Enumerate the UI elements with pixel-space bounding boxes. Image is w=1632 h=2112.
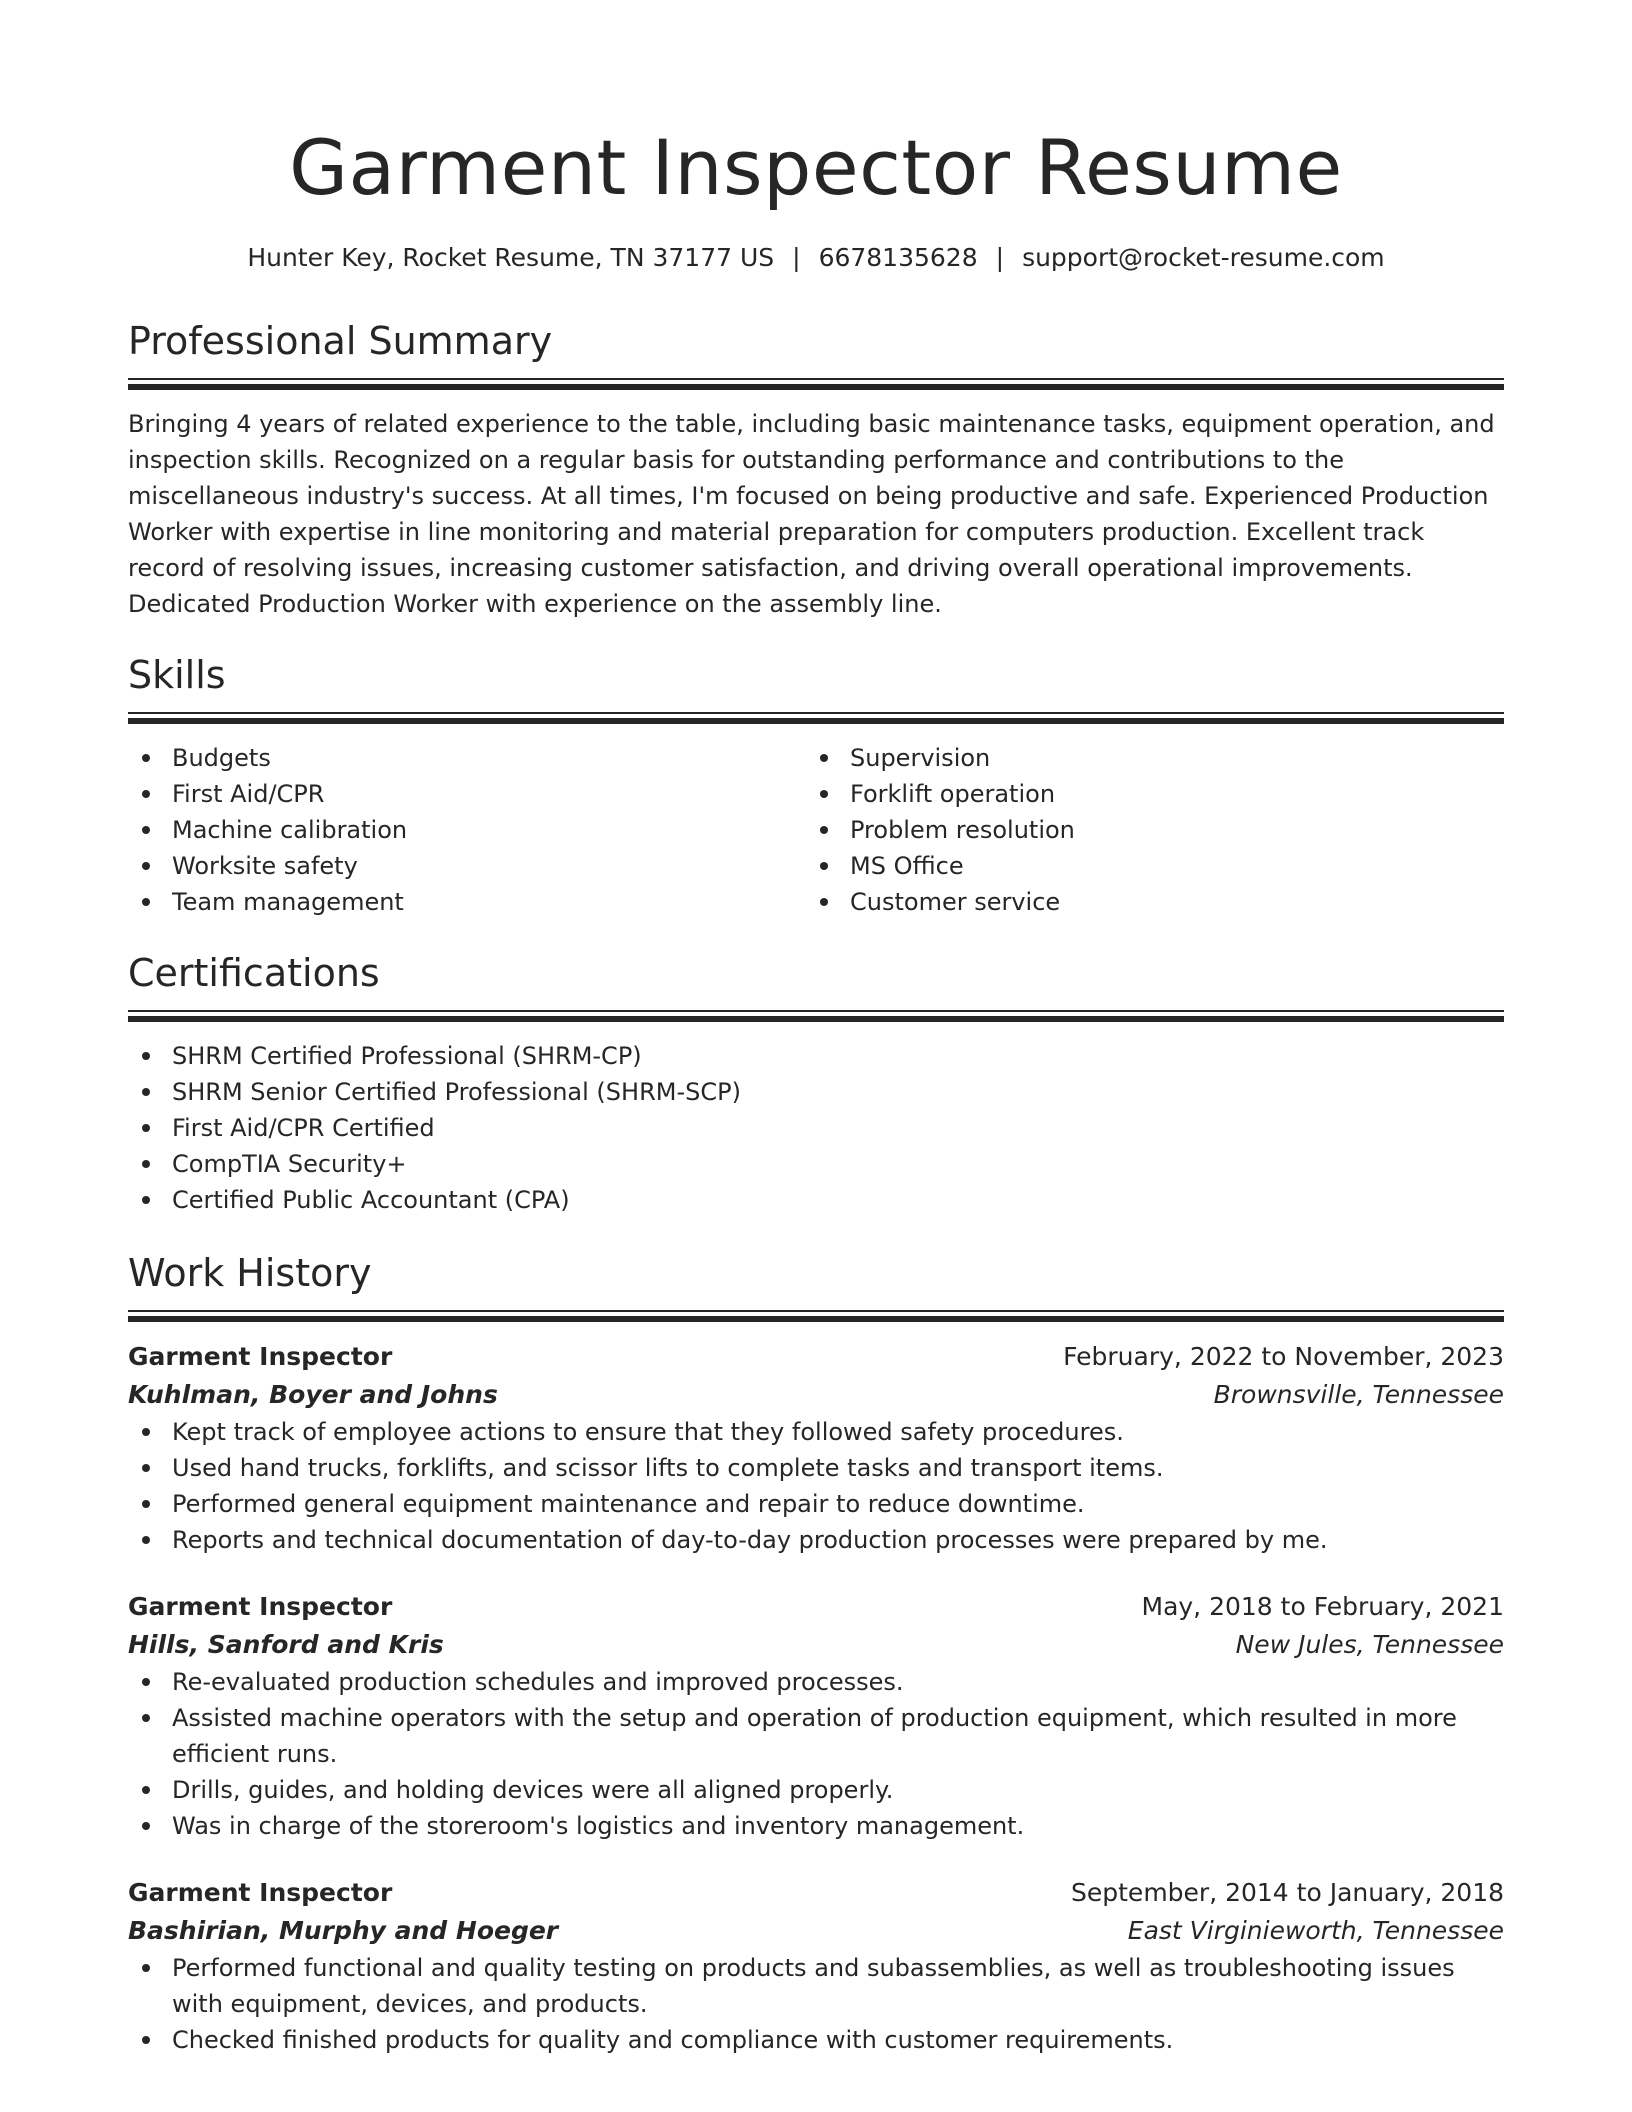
bullet-icon xyxy=(820,862,828,870)
summary-text: Bringing 4 years of related experience to the table, including basic maintenance tasks, equipment operation, and inspection skills. Recognized on a regular basis for outstanding performance and contributions to the miscellaneous industry's success. At all times, I'm focused on being productive and safe. Experienced Production Worker with expertise in line monitoring and material preparation for computers production. Excellent track record of resolving issues, increasing customer satisfaction, and driving overall operational improvements. Dedicated Production Worker with experience on the assembly line. xyxy=(128,410,1495,618)
job-duty: Was in charge of the storeroom's logistics and inventory management. xyxy=(128,1808,1504,1844)
summary-heading: Professional Summary xyxy=(128,319,553,363)
bullet-icon xyxy=(820,826,828,834)
work-history-section xyxy=(128,1248,1504,2058)
job-dates: May, 2018 to February, 2021 xyxy=(1141,1592,1504,1621)
bullet-icon xyxy=(142,1464,150,1472)
job-duty: Performed general equipment maintenance and repair to reduce downtime. xyxy=(128,1486,1504,1522)
job-company: Bashirian, Murphy and Hoeger xyxy=(128,1916,559,1945)
job-header xyxy=(128,1874,1504,1912)
bullet-icon xyxy=(142,1536,150,1544)
job-title: Garment Inspector xyxy=(128,1592,393,1621)
section-divider xyxy=(128,378,1504,390)
job-duty: Used hand trucks, forklifts, and scissor lifts to complete tasks and transport items. xyxy=(128,1450,1504,1486)
contact-email: support@rocket-resume.com xyxy=(1022,243,1385,272)
skill-item: First Aid/CPR xyxy=(128,776,806,812)
job-location: Brownsville, Tennessee xyxy=(1213,1380,1504,1409)
job-location: East Virginieworth, Tennessee xyxy=(1127,1916,1504,1945)
skill-item: Budgets xyxy=(128,740,806,776)
job-company: Kuhlman, Boyer and Johns xyxy=(128,1380,498,1409)
section-divider xyxy=(128,712,1504,724)
skills-section xyxy=(128,650,1504,920)
work-history-heading: Work History xyxy=(128,1251,372,1295)
job-duties-list xyxy=(128,1414,1504,1558)
job-header xyxy=(128,1588,1504,1626)
bullet-icon xyxy=(142,790,150,798)
job-duty: Performed functional and quality testing on products and subassemblies, as well as troubleshooting issues with equipment, devices, and products. xyxy=(128,1950,1504,2022)
job-duty: Re-evaluated production schedules and improved processes. xyxy=(128,1664,1504,1700)
bullet-icon xyxy=(142,1714,150,1722)
skill-item: Team management xyxy=(128,884,806,920)
job-duty: Kept track of employee actions to ensure that they followed safety procedures. xyxy=(128,1414,1504,1450)
certification-item: CompTIA Security+ xyxy=(128,1146,1504,1182)
certification-item: Certified Public Accountant (CPA) xyxy=(128,1182,1504,1218)
bullet-icon xyxy=(820,754,828,762)
skill-item: Customer service xyxy=(806,884,1484,920)
bullet-icon xyxy=(142,1678,150,1686)
section-divider xyxy=(128,1310,1504,1322)
bullet-icon xyxy=(820,790,828,798)
bullet-icon xyxy=(142,1822,150,1830)
bullet-icon xyxy=(142,2036,150,2044)
contact-phone: 6678135628 xyxy=(818,243,978,272)
bullet-icon xyxy=(142,754,150,762)
resume-page xyxy=(128,0,1504,2058)
job-subheader xyxy=(128,1376,1504,1414)
job-duty: Checked finished products for quality and compliance with customer requirements. xyxy=(128,2022,1504,2058)
skills-list-right xyxy=(806,740,1484,920)
job-duty: Reports and technical documentation of day-to-day production processes were prepared by me. xyxy=(128,1522,1504,1558)
resume-title: Garment Inspector Resume xyxy=(289,123,1343,212)
job-header xyxy=(128,1338,1504,1376)
job-duties-list xyxy=(128,1664,1504,1844)
job-entry xyxy=(128,1588,1504,1844)
contact-separator: | xyxy=(995,243,1005,272)
bullet-icon xyxy=(142,1088,150,1096)
job-title: Garment Inspector xyxy=(128,1878,393,1907)
skills-list-left xyxy=(128,740,806,920)
summary-section xyxy=(128,316,1504,622)
skill-item: Worksite safety xyxy=(128,848,806,884)
bullet-icon xyxy=(820,898,828,906)
job-company: Hills, Sanford and Kris xyxy=(128,1630,444,1659)
bullet-icon xyxy=(142,898,150,906)
skill-item: Machine calibration xyxy=(128,812,806,848)
certifications-heading: Certifications xyxy=(128,951,380,995)
skill-item: Forklift operation xyxy=(806,776,1484,812)
certification-item: First Aid/CPR Certified xyxy=(128,1110,1504,1146)
certification-item: SHRM Senior Certified Professional (SHRM-SCP) xyxy=(128,1074,1504,1110)
contact-separator: | xyxy=(792,243,801,272)
certification-item: SHRM Certified Professional (SHRM-CP) xyxy=(128,1038,1504,1074)
job-subheader xyxy=(128,1626,1504,1664)
bullet-icon xyxy=(142,826,150,834)
skill-item: MS Office xyxy=(806,848,1484,884)
bullet-icon xyxy=(142,1964,150,1972)
contact-address: Hunter Key, Rocket Resume, TN 37177 US xyxy=(247,243,775,272)
job-title: Garment Inspector xyxy=(128,1342,393,1371)
job-entry xyxy=(128,1874,1504,2058)
job-subheader xyxy=(128,1912,1504,1950)
job-dates: February, 2022 to November, 2023 xyxy=(1063,1342,1504,1371)
bullet-icon xyxy=(142,1786,150,1794)
skill-item: Problem resolution xyxy=(806,812,1484,848)
bullet-icon xyxy=(142,1428,150,1436)
certifications-section xyxy=(128,948,1504,1218)
job-duty: Drills, guides, and holding devices were all aligned properly. xyxy=(128,1772,1504,1808)
job-duty: Assisted machine operators with the setup and operation of production equipment, which resulted in more efficient runs. xyxy=(128,1700,1504,1772)
bullet-icon xyxy=(142,1500,150,1508)
skill-item: Supervision xyxy=(806,740,1484,776)
certifications-list xyxy=(128,1038,1504,1218)
job-location: New Jules, Tennessee xyxy=(1235,1630,1504,1659)
section-divider xyxy=(128,1010,1504,1022)
job-dates: September, 2014 to January, 2018 xyxy=(1071,1878,1504,1907)
contact-line xyxy=(128,240,1504,276)
job-entry xyxy=(128,1338,1504,1558)
bullet-icon xyxy=(142,1196,150,1204)
skills-grid xyxy=(128,740,1504,920)
job-duties-list xyxy=(128,1950,1504,2058)
bullet-icon xyxy=(142,1124,150,1132)
bullet-icon xyxy=(142,1160,150,1168)
bullet-icon xyxy=(142,1052,150,1060)
bullet-icon xyxy=(142,862,150,870)
skills-heading: Skills xyxy=(128,653,226,697)
